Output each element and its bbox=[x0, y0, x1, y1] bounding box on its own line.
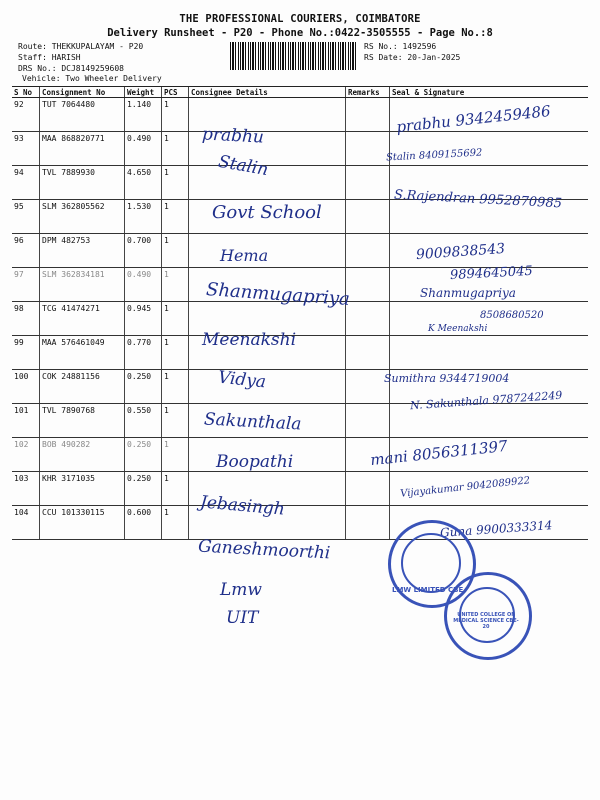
row-remarks bbox=[346, 132, 390, 166]
row-signature bbox=[390, 336, 589, 370]
row-sno: 98 bbox=[12, 302, 40, 336]
row-remarks bbox=[346, 302, 390, 336]
handwritten-name: UIT bbox=[226, 608, 259, 628]
signature: Vijayakumar 9042089922 bbox=[399, 475, 531, 500]
row-weight: 0.490 bbox=[125, 132, 162, 166]
row-weight: 0.250 bbox=[125, 370, 162, 404]
row-pcs: 1 bbox=[162, 268, 189, 302]
row-sno: 104 bbox=[12, 506, 40, 540]
row-weight: 0.600 bbox=[125, 506, 162, 540]
row-weight: 0.770 bbox=[125, 336, 162, 370]
row-sno: 103 bbox=[12, 472, 40, 506]
row-pcs: 1 bbox=[162, 506, 189, 540]
row-weight: 1.530 bbox=[125, 200, 162, 234]
row-consignment: CCU 101330115 bbox=[40, 506, 125, 540]
runsheet-subtitle: Delivery Runsheet - P20 - Phone No.:0422-3505555 - Page No.:8 bbox=[107, 27, 493, 39]
row-pcs: 1 bbox=[162, 132, 189, 166]
row-sno: 102 bbox=[12, 438, 40, 472]
handwritten-name: Lmw bbox=[220, 580, 262, 600]
rs-date: RS Date: 20-Jan-2025 bbox=[364, 53, 461, 62]
row-weight: 1.140 bbox=[125, 98, 162, 132]
col-consignee: Consignee Details bbox=[189, 87, 346, 98]
row-sno: 93 bbox=[12, 132, 40, 166]
runsheet-title: THE PROFESSIONAL COURIERS, COIMBATORE bbox=[179, 13, 421, 25]
signature: Stalin 8409155692 bbox=[385, 147, 483, 164]
handwritten-name: Stalin bbox=[216, 151, 270, 181]
signature: prabhu 9342459486 bbox=[395, 101, 552, 137]
row-sno: 92 bbox=[12, 98, 40, 132]
row-pcs: 1 bbox=[162, 234, 189, 268]
vehicle-field: Vehicle: Two Wheeler Delivery bbox=[22, 74, 162, 83]
row-pcs: 1 bbox=[162, 404, 189, 438]
row-consignment: TCG 41474271 bbox=[40, 302, 125, 336]
row-remarks bbox=[346, 268, 390, 302]
row-weight: 0.550 bbox=[125, 404, 162, 438]
barcode bbox=[230, 42, 358, 70]
handwritten-name: Boopathi bbox=[216, 452, 294, 472]
handwritten-name: Ganeshmoorthi bbox=[197, 536, 331, 564]
table-row bbox=[12, 336, 588, 370]
row-pcs: 1 bbox=[162, 302, 189, 336]
col-signature: Seal & Signature bbox=[390, 87, 589, 98]
row-remarks bbox=[346, 98, 390, 132]
col-remarks: Remarks bbox=[346, 87, 390, 98]
row-remarks bbox=[346, 404, 390, 438]
row-pcs: 1 bbox=[162, 166, 189, 200]
route-field: Route: THEKKUPALAYAM - P20 bbox=[18, 42, 144, 51]
row-weight: 0.945 bbox=[125, 302, 162, 336]
row-consignment: TUT 7064480 bbox=[40, 98, 125, 132]
row-sno: 94 bbox=[12, 166, 40, 200]
row-sno: 96 bbox=[12, 234, 40, 268]
row-consignment: KHR 3171035 bbox=[40, 472, 125, 506]
row-consignment: MAA 576461049 bbox=[40, 336, 125, 370]
table-row bbox=[12, 132, 588, 166]
signature: Shanmugapriya bbox=[420, 286, 516, 300]
row-remarks bbox=[346, 234, 390, 268]
handwritten-name: prabhu bbox=[201, 124, 265, 148]
signature: 8508680520 bbox=[480, 310, 544, 321]
row-weight: 0.490 bbox=[125, 268, 162, 302]
col-sno: S No bbox=[12, 87, 40, 98]
rs-number: RS No.: 1492596 bbox=[364, 42, 437, 51]
row-sno: 101 bbox=[12, 404, 40, 438]
handwritten-name: Govt School bbox=[212, 202, 322, 223]
row-consignee bbox=[189, 367, 346, 404]
drs-number: DRS No.: DCJ8149259608 bbox=[18, 64, 124, 73]
row-remarks bbox=[346, 506, 390, 540]
row-remarks bbox=[346, 370, 390, 404]
signature: S.Rajendran 9952870985 bbox=[393, 187, 563, 212]
row-remarks bbox=[346, 200, 390, 234]
signature: N. Sakunthala 9787242249 bbox=[409, 388, 563, 413]
handwritten-name: Meenakshi bbox=[202, 330, 297, 350]
row-remarks bbox=[346, 472, 390, 506]
staff-field: Staff: HARISH bbox=[18, 53, 81, 62]
handwritten-name: Jebasingh bbox=[199, 492, 286, 520]
col-weight: Weight bbox=[125, 87, 162, 98]
row-pcs: 1 bbox=[162, 370, 189, 404]
col-pcs: PCS bbox=[162, 87, 189, 98]
signature: Guna 9900333314 bbox=[439, 518, 553, 540]
handwritten-name: Shanmugapriya bbox=[205, 279, 351, 310]
row-pcs: 1 bbox=[162, 438, 189, 472]
row-weight: 4.650 bbox=[125, 166, 162, 200]
row-consignment: COK 24881156 bbox=[40, 370, 125, 404]
college-seal-text: UNITED COLLEGE OF MEDICAL SCIENCE CBE-20 bbox=[453, 612, 519, 630]
handwritten-name: Vidya bbox=[217, 367, 267, 393]
col-consignment: Consignment No bbox=[40, 87, 125, 98]
row-consignment: BOB 490282 bbox=[40, 438, 125, 472]
handwritten-name: Sakunthala bbox=[203, 409, 302, 435]
row-pcs: 1 bbox=[162, 472, 189, 506]
signature: K Meenakshi bbox=[428, 324, 488, 334]
table-header-row bbox=[12, 87, 588, 98]
signature: 9009838543 bbox=[415, 240, 506, 264]
signature: 9894645045 bbox=[449, 263, 534, 284]
row-consignment: SLM 362834181 bbox=[40, 268, 125, 302]
row-pcs: 1 bbox=[162, 200, 189, 234]
signature: mani 8056311397 bbox=[369, 436, 509, 470]
handwritten-name: Hema bbox=[220, 246, 269, 265]
row-pcs: 1 bbox=[162, 336, 189, 370]
row-consignment: TVL 7890768 bbox=[40, 404, 125, 438]
row-consignment: TVL 7889930 bbox=[40, 166, 125, 200]
row-remarks bbox=[346, 336, 390, 370]
row-sno: 95 bbox=[12, 200, 40, 234]
row-consignment: MAA 868820771 bbox=[40, 132, 125, 166]
row-weight: 0.250 bbox=[125, 472, 162, 506]
row-pcs: 1 bbox=[162, 98, 189, 132]
row-remarks bbox=[346, 166, 390, 200]
row-weight: 0.250 bbox=[125, 438, 162, 472]
signature: Sumithra 9344719004 bbox=[384, 372, 510, 385]
row-consignment: SLM 362805562 bbox=[40, 200, 125, 234]
row-consignment: DPM 482753 bbox=[40, 234, 125, 268]
row-sno: 97 bbox=[12, 268, 40, 302]
row-weight: 0.700 bbox=[125, 234, 162, 268]
row-sno: 99 bbox=[12, 336, 40, 370]
company-seal-text: LMW LIMITED CBE bbox=[392, 586, 464, 594]
row-sno: 100 bbox=[12, 370, 40, 404]
